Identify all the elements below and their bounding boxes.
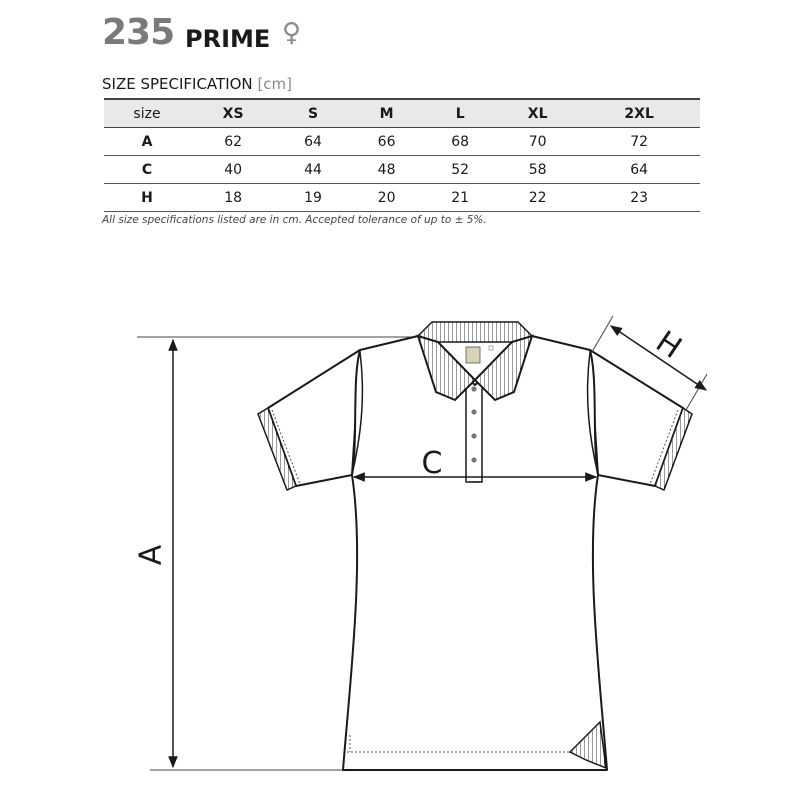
collar-back (418, 322, 532, 342)
dimension-a-label: A (133, 544, 169, 566)
table-cell: 23 (578, 184, 700, 212)
dimension-c-label: C (421, 446, 443, 481)
dimension-h-label: H (649, 324, 688, 366)
table-cell: 19 (276, 184, 350, 212)
table-cell: 40 (190, 156, 276, 184)
column-header: S (276, 99, 350, 128)
spec-title-text: SIZE SPECIFICATION (102, 75, 253, 93)
column-header: size (104, 99, 190, 128)
table-cell: 58 (497, 156, 578, 184)
table-cell: 18 (190, 184, 276, 212)
column-header: L (423, 99, 497, 128)
button-icon (471, 433, 476, 438)
column-header: 2XL (578, 99, 700, 128)
h-guide-top (592, 316, 613, 352)
table-cell: 64 (276, 128, 350, 156)
table-cell: 48 (350, 156, 424, 184)
brand-label-icon (466, 347, 480, 363)
female-gender-icon: ♀ (282, 18, 302, 48)
table-cell: 44 (276, 156, 350, 184)
table-cell: 52 (423, 156, 497, 184)
column-header: M (350, 99, 424, 128)
table-cell: 64 (578, 156, 700, 184)
button-icon (471, 409, 476, 414)
table-cell: 22 (497, 184, 578, 212)
table-cell: 72 (578, 128, 700, 156)
product-code: 235 (102, 12, 175, 53)
table-cell: 62 (190, 128, 276, 156)
table-cell: 20 (350, 184, 424, 212)
table-cell: 21 (423, 184, 497, 212)
table-cell: 70 (497, 128, 578, 156)
product-model-name: PRIME (185, 25, 271, 53)
row-label: A (104, 128, 190, 156)
row-label: H (104, 184, 190, 212)
column-header: XL (497, 99, 578, 128)
table-cell: 68 (423, 128, 497, 156)
button-icon (471, 386, 476, 391)
button-icon (471, 457, 476, 462)
torso (343, 336, 607, 770)
size-tag-icon (489, 346, 493, 350)
table-cell: 66 (350, 128, 424, 156)
shirt-outline (268, 336, 683, 770)
spec-unit: [cm] (257, 75, 293, 93)
tolerance-note: All size specifications listed are in cm. Accepted tolerance of up to ± 5%. (102, 214, 487, 226)
row-label: C (104, 156, 190, 184)
column-header: XS (190, 99, 276, 128)
